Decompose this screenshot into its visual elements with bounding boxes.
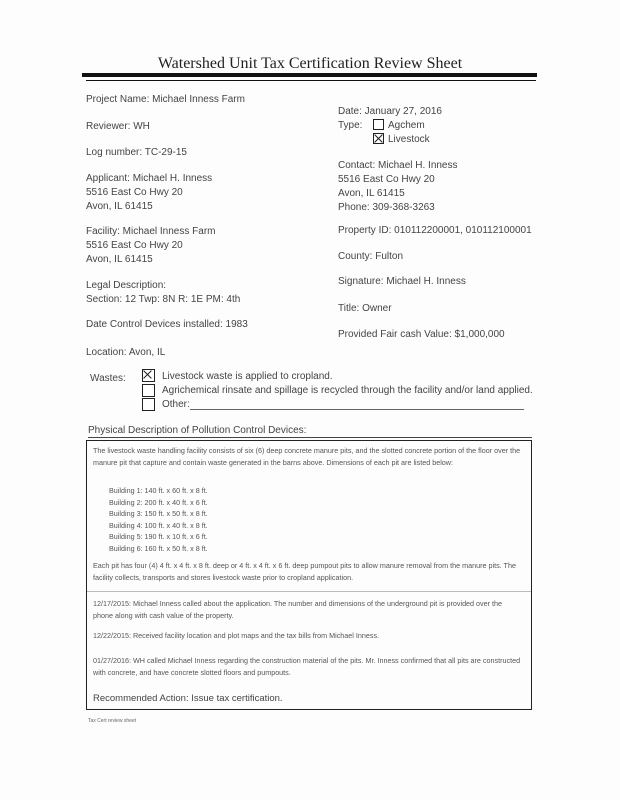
livestock-waste-label: Livestock waste is applied to cropland.: [162, 371, 333, 382]
other-checkbox[interactable]: [142, 398, 155, 411]
fair-cash-value: Provided Fair cash Value: $1,000,000: [338, 329, 505, 340]
applicant-city: Avon, IL 61415: [86, 201, 153, 212]
legal-block: [86, 279, 240, 307]
footer-label: Tax Cert review sheet: [88, 718, 137, 724]
building-item: Building 2: 200 ft. x 40 ft. x 6 ft.: [109, 497, 208, 507]
building-item: Building 1: 140 ft. x 60 ft. x 8 ft.: [109, 486, 208, 495]
other-underline: [190, 409, 524, 410]
facility-block: [86, 225, 215, 267]
physical-heading: Physical Description of Pollution Control Devices:: [88, 425, 307, 436]
reviewer: Reviewer: WH: [86, 121, 150, 132]
pumpout-paragraph: Each pit has four (4) 4 ft. x 4 ft. x 8 ft. deep or 4 ft. x 4 ft. x 6 ft. deep pumpout pits to allow manure removal from the manure pits. The facility collects, transports and stores livestock waste prior to cropland application.: [93, 561, 516, 582]
heading-underline: [88, 437, 532, 438]
building-item: Building 3: 150 ft. x 50 ft. x 8 ft.: [109, 509, 208, 518]
county: County: Fulton: [338, 251, 404, 262]
legal-section: Section: 12 Twp: 8N R: 1E PM: 4th: [86, 294, 241, 305]
signature: Signature: Michael H. Inness: [338, 276, 466, 287]
building-item: Building 6: 160 ft. x 50 ft. x 8 ft.: [109, 543, 208, 553]
livestock-waste-checkbox[interactable]: [142, 369, 155, 382]
title-rule: [82, 73, 537, 77]
contact-name: Contact: Michael H. Inness: [338, 160, 458, 171]
log-number: Log number: TC-29-15: [86, 147, 187, 158]
applicant-address: 5516 East Co Hwy 20: [86, 187, 183, 198]
facility-city: Avon, IL 61415: [86, 254, 153, 265]
contact-block: [338, 159, 458, 215]
note-0127: 01/27/2016: WH called Michael Inness regarding the construction material of the pits. Mr. Inness confirmed that all pits are constructed with concrete, and have concrete slotted floors and pumpouts.: [93, 656, 521, 677]
building-item: Building 5: 190 ft. x 10 ft. x 6 ft.: [109, 532, 208, 541]
project-name: Project Name: Michael Inness Farm: [86, 94, 245, 105]
building-item: Building 4: 100 ft. x 40 ft. x 8 ft.: [109, 520, 208, 530]
agrichemical-label: Agrichemical rinsate and spillage is recycled through the facility and/or land applied.: [162, 385, 533, 396]
applicant-name: Applicant: Michael H. Inness: [86, 173, 213, 184]
title-rule-thin: [86, 80, 536, 81]
physical-description-box: [86, 440, 532, 710]
agchem-label: Agchem: [388, 120, 425, 131]
type-label: Type:: [338, 120, 363, 131]
signer-title: Title: Owner: [338, 303, 392, 314]
page-title: Watershed Unit Tax Certification Review Sheet: [157, 55, 463, 72]
property-id: Property ID: 010112200001, 010112100001: [338, 225, 532, 236]
recommended-action: Recommended Action: Issue tax certification.: [93, 693, 283, 704]
livestock-checkbox[interactable]: [373, 133, 384, 144]
note-1217: 12/17/2015: Michael Inness called about the application. The number and dimensions of the underground pit is provided over the phone along with cash value of the property.: [93, 599, 503, 620]
agchem-checkbox[interactable]: [373, 119, 384, 130]
review-date: Date: January 27, 2016: [338, 106, 442, 117]
facility-address: 5516 East Co Hwy 20: [86, 240, 183, 251]
building-list: [109, 485, 208, 554]
agrichemical-checkbox[interactable]: [142, 384, 155, 397]
wastes-label: Wastes:: [90, 373, 126, 384]
contact-address: 5516 East Co Hwy 20: [338, 174, 435, 185]
location: Location: Avon, IL: [86, 347, 166, 358]
date-control-devices: Date Control Devices installed: 1983: [86, 319, 248, 330]
divider: [87, 591, 531, 592]
contact-city: Avon, IL 61415: [338, 188, 405, 199]
facility-name: Facility: Michael Inness Farm: [86, 226, 216, 237]
other-label: Other:: [162, 399, 190, 410]
note-1222: 12/22/2015: Received facility location and plot maps and the tax bills from Michael Inness.: [93, 631, 380, 640]
applicant-block: [86, 172, 212, 214]
livestock-label: Livestock: [388, 134, 430, 145]
contact-phone: Phone: 309-368-3263: [338, 202, 435, 213]
intro-paragraph: The livestock waste handling facility consists of six (6) deep concrete manure pits, and the slotted concrete portion of the floor over the manure pit that capture and contain waste generated in the barns above. Dimensions of each pit are listed below:: [93, 446, 521, 467]
legal-label: Legal Description:: [86, 280, 167, 291]
